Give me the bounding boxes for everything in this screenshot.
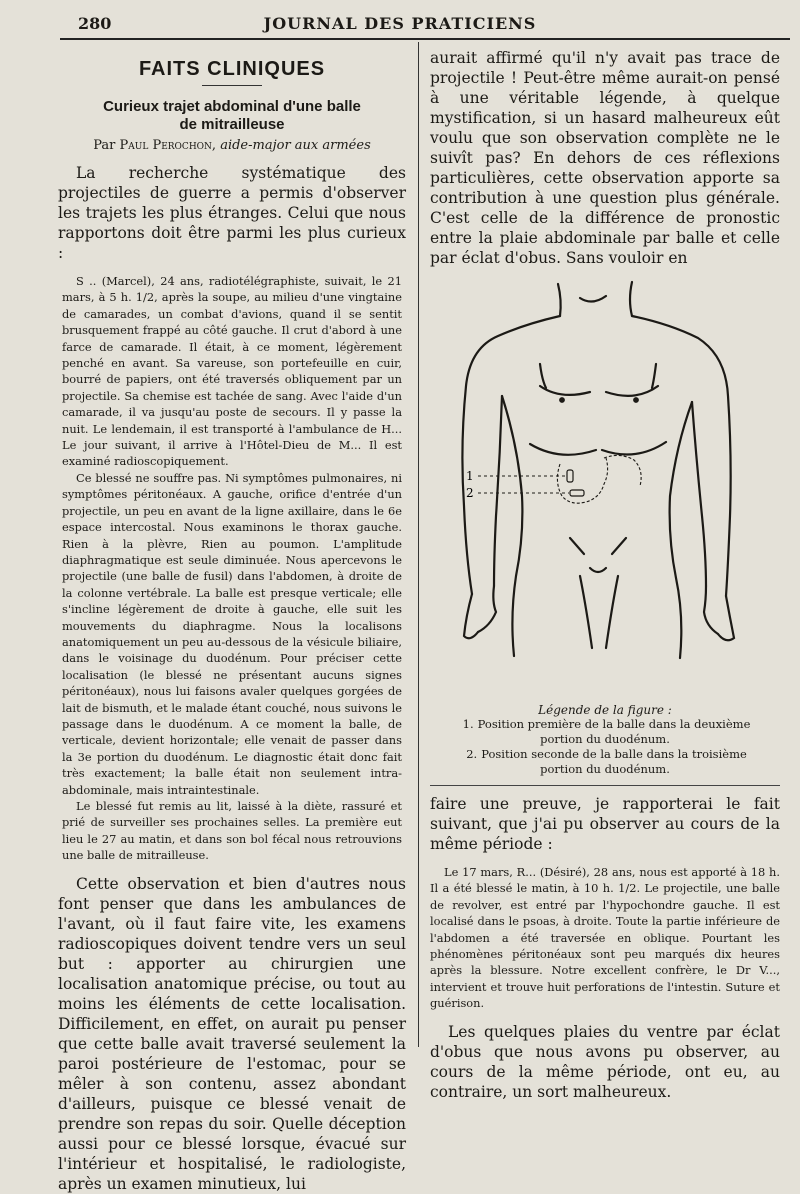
marker-1: 1 bbox=[466, 469, 474, 483]
groin-right bbox=[612, 538, 626, 554]
article-title-line-1: Curieux trajet abdominal d'une balle bbox=[103, 98, 361, 115]
left-nipple bbox=[560, 398, 564, 402]
column-divider bbox=[418, 42, 419, 1047]
torso-right-side bbox=[670, 402, 692, 658]
legend-title: Légende de la figure : bbox=[538, 703, 672, 717]
legend-item-1 bbox=[430, 717, 780, 747]
after-figure-paragraph: faire une preuve, je rapporterai le fait suivant, que j'ai pu observer au cours de la même période : bbox=[430, 795, 780, 853]
right-chest-shadow bbox=[652, 364, 656, 388]
byline bbox=[58, 138, 406, 153]
legend-item-1-text: Position première de la balle dans la deuxième portion du duodénum. bbox=[477, 717, 751, 746]
byline-par: Par bbox=[93, 138, 116, 153]
closing-paragraph: Les quelques plaies du ventre par éclat d'obus que nous avons pu observer, au cours de la même période, ont eu, au contraire, un sort malheureux. bbox=[430, 1022, 780, 1101]
torso-left-side bbox=[502, 396, 522, 656]
right-arm-inner bbox=[692, 402, 706, 586]
section-title: FAITS CLINIQUES bbox=[138, 58, 326, 80]
right-nipple bbox=[634, 398, 638, 402]
legend-item-2-text: Position seconde de la balle dans la troisième portion du duodénum. bbox=[481, 747, 747, 776]
second-observation-paragraph: Le 17 mars, R... (Désiré), 28 ans, nous est apporté à 18 h. Il a été blessé le matin, à 10 h. 1/2. Le projectile, une balle de revolver, est entré par l'hypochondre gauche. Il est localisé dans le psoas, à droite. Toute la partie inférieure de l'abdomen a été traversée en oblique. Pourtant les phénomènes péritonéaux sont peu marqués dix heures après la blessure. Notre excellent confrère, le Dr V..., intervient et trouve huit perforations de l'intestin. Suture et guérison. bbox=[430, 865, 780, 1011]
throat-line bbox=[580, 296, 606, 302]
rib-margin-left bbox=[530, 444, 596, 455]
left-wrist bbox=[478, 586, 496, 632]
left-chest-shadow bbox=[540, 364, 546, 388]
left-column bbox=[58, 50, 406, 1194]
marker-2: 2 bbox=[466, 486, 474, 500]
observation-paragraph-3: Le blessé fut remis au lit, laissé à la diète, rassuré et prié de surveiller ses prochaines selles. La première eut lieu le 27 au matin, et dans son bol fécal nous retrouvions une balle de mitrailleuse. bbox=[62, 799, 402, 863]
byline-author: Paul Perochon, bbox=[119, 138, 217, 153]
left-arm-inner bbox=[494, 396, 502, 586]
observation-paragraph-1: S .. (Marcel), 24 ans, radiotélégraphiste, suivait, le 21 mars, à 5 h. 1/2, après la soupe, au milieu d'une vingtaine de camarades, un combat d'avions, quand il se sentit brusquement frappé au côté gauche. Il crut d'abord à une farce de camarade. Il était, à ce moment, légèrement penché en avant. Sa vareuse, son portefeuille en cuir, bourré de papiers, ont été traversés obliquement par un projectile. Sa chemise est tachée de sang. Avec l'aide d'un camarade, il va jusqu'au poste de secours. Il y passe la nuit. Le lendemain, il est transporté à l'ambulance de H... Le jour suivant, il arrive à l'Hôtel-Dieu de M... Il est examiné radioscopiquement. bbox=[62, 274, 402, 469]
legend-item-2-num: 2. bbox=[466, 747, 478, 761]
right-column bbox=[430, 48, 780, 1102]
conclusion-paragraph: Cette observation et bien d'autres nous font penser que dans les ambulances de l'avant, où il faut faire vite, les examens radioscopiques doivent tendre vers un seul but : apporter au chirurgien une localisation anatomique précise, ou tout au moins les éléments de cette localisation. Difficilement, en effet, on aurait pu penser que cette balle avait traversé seulement la paroi postérieure de l'estomac, pour se mêler à son contenu, assez abondant d'ailleurs, puisque ce blessé venait de prendre son repas du soir. Quelle déception aussi pour ce blessé lorsque, évacué sur l'intérieur et hospitalisé, le radiologiste, après un examen minutieux, lui bbox=[58, 874, 406, 1193]
article-title-line-2: de mitrailleuse bbox=[179, 116, 285, 133]
ball-position-1 bbox=[567, 470, 573, 482]
ball-position-2 bbox=[570, 490, 584, 496]
left-pectoral bbox=[540, 386, 590, 395]
neck-right-line bbox=[630, 282, 632, 316]
legend-item-1-num: 1. bbox=[462, 717, 474, 731]
groin-left bbox=[570, 538, 584, 554]
continuation-paragraph: aurait affirmé qu'il n'y avait pas trace de projectile ! Peut-être même aurait-on pensé à une véritable légende, à quelque mystification, si un hasard malheureux eût voulu que son observation complète ne le suivît pas? En dehors de ces réflexions particulières, cette observation apporte sa contribution à une question plus générale. C'est celle de la différence de pronostic entre la plaie abdominale par balle et celle par éclat d'obus. Sans vouloir en bbox=[430, 49, 780, 267]
neck-left-line bbox=[558, 284, 561, 316]
right-pectoral bbox=[606, 386, 658, 396]
left-arm-outer bbox=[462, 316, 560, 594]
right-hand bbox=[718, 596, 734, 640]
byline-role: aide-major aux armées bbox=[220, 138, 371, 153]
section-title-rule bbox=[202, 85, 262, 86]
intro-paragraph: La recherche systématique des projectiles de guerre a permis d'observer les trajets les plus étranges. Celui que nous rapportons doit être parmi les plus curieux : bbox=[58, 164, 406, 262]
inner-leg-right bbox=[606, 576, 618, 648]
header-rule bbox=[60, 38, 790, 40]
right-wrist bbox=[704, 586, 718, 634]
right-arm-outer bbox=[632, 316, 731, 596]
observation-paragraph-2: Ce blessé ne souffre pas. Ni symptômes pulmonaires, ni symptômes péritonéaux. A gauche, orifice d'entrée d'un projectile, un peu en avant de la ligne axillaire, dans le 6e espace intercostal. Nous examinons le thorax gauche. Rien à la plèvre, Rien au poumon. L'amplitude diaphragmatique est seule diminuée. Nous apercevons le projectile (une balle de fusil) dans l'abdomen, à droite de la colonne vertébrale. La balle est presque verticale; elle s'incline légèrement de droite à gauche, elle suit les mouvements du diaphragme. Nous la localisons anatomiquement un peu au-dessous de la vésicule biliaire, dans le voisinage du duodénum. Pour préciser cette localisation (le blessé ne présentant aucuns signes péritonéaux), nous lui faisons avaler quelques gorgées de lait de bismuth, et le malade étant couché, nous suivons le passage dans le duodénum. A ce moment la balle, de verticale, devient horizontale; elle venait de passer dans la 3e portion du duodénum. Le diagnostic était donc fait très exactement; la balle était non seulement intra-abdominale, mais intraintestinale. bbox=[62, 470, 402, 797]
page-number: 280 bbox=[78, 14, 112, 33]
journal-title: JOURNAL DES PRATICIENS bbox=[263, 14, 537, 33]
crotch-line bbox=[590, 568, 606, 572]
torso-drawing bbox=[430, 276, 780, 716]
inner-leg-left bbox=[580, 576, 592, 648]
rib-margin-right bbox=[602, 442, 666, 455]
figure-rule bbox=[430, 785, 780, 786]
stomach-outline bbox=[604, 455, 641, 486]
legend-item-2 bbox=[430, 747, 780, 777]
anatomical-figure bbox=[430, 276, 780, 701]
left-hand bbox=[464, 594, 478, 638]
page-header bbox=[0, 12, 800, 40]
